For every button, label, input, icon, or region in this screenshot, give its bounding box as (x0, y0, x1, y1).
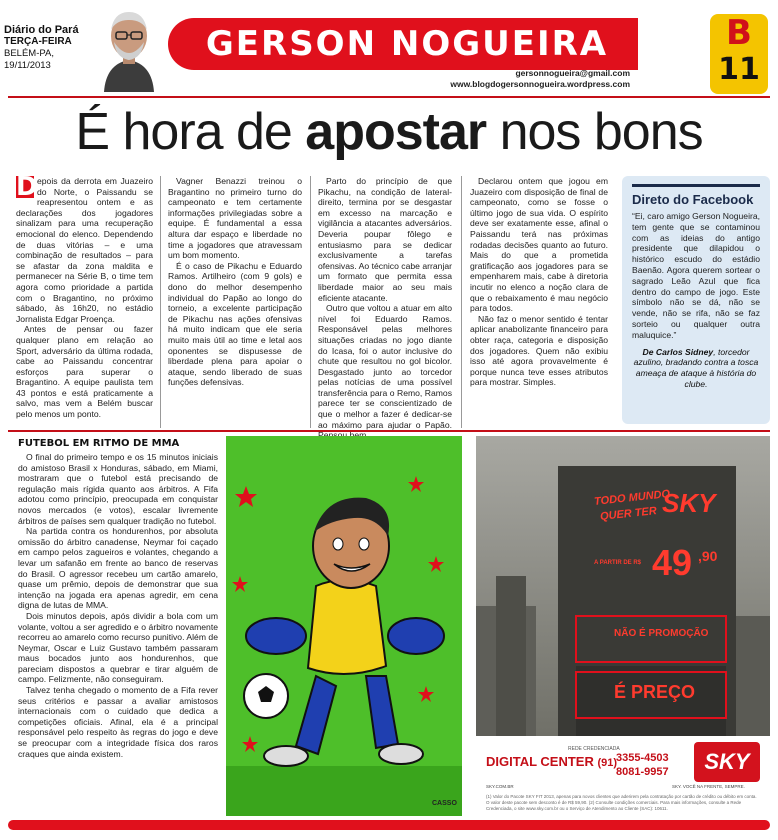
ad-footer (476, 736, 770, 820)
sky-logo: SKY (694, 742, 760, 782)
page-number: 11 (718, 52, 760, 87)
masthead (0, 0, 778, 100)
columnist-email[interactable]: gersonnogueira@gmail.com (515, 68, 630, 78)
main-headline (0, 100, 778, 164)
column-divider (461, 176, 462, 428)
sub-article-paragraph: O final do primeiro tempo e os 15 minutos iniciais do amistoso Brasil x Honduras, sábado, em Miami, mostraram que o futebol está precisando de regulação mais rígida quanto aos árbitros. A Fifa adotou como princípio, preocupada em conquistar novos mercados (e votos), escalar livremente árbitros de países sem qualquer tradição no futebol. (18, 452, 218, 526)
sub-article-paragraph: Talvez tenha chegado o momento de a Fifa rever seus critérios e passar a avaliar amistosos internacionais com o cuidado que dedica a competições oficiais. Afinal, ela é a principal responsável pelo respeito às regras do jogo e deve se preocupar com a integridade física dos raros craques que ainda existem. (18, 685, 218, 759)
article-paragraph: Declarou ontem que jogou em Juazeiro com disposição de final de campeonato, como se fosse o último jogo de sua vida. O espírito deve ser exatamente esse, afinal o Paissandu terá nas próximas rodadas decisões quanto ao futuro. Mais do que a prometida gratificação aos jogadores para se empenharem mais, cabe à diretoria incutir no elenco a noção clara de que o rebaixamento é mau negócio para todos. (470, 176, 608, 314)
article-paragraph: É o caso de Pikachu e Eduardo Ramos. Artilheiro (com 9 gols) e dono do melhor desempenho individual do Papão ao longo do torneio, a excelente participação de Pikachu nas ações ofensivas há muito indicam que ele seria muito mais útil ao time e letal aos oponentes se dispusesse de liberdade plena para apoiar o ataque, sendo liberado de suas funções defensivas. (168, 260, 302, 388)
columnist-name: GERSON NOGUEIRA (205, 24, 609, 64)
article-paragraph: Outro que voltou a atuar em alto nível foi Eduardo Ramos. Responsável pelas melhores situações criadas no jogo diante do Icasa, foi o autor inclusive do chute que resultou no gol bicolor. Desgastado junto ao torcedor pelas notícias de uma possível transferência para o Remo, Ramos parece ter se conscientizado de que o melhor a fazer é dedicar-se ao máximo para ajudar o Papão. (318, 303, 452, 430)
bottom-divider (8, 820, 770, 830)
sidebar-author: De Carlos Sidney (642, 346, 714, 357)
ad-store-text: DIGITAL CENTER (486, 754, 594, 769)
ad-sign-line1: TODO MUNDO (593, 488, 671, 508)
sky-advertisement[interactable] (476, 436, 770, 820)
ad-sign-brand: SKY (662, 488, 716, 518)
ad-price-decimal: ,90 (698, 548, 718, 564)
ad-fine-print: (1) Valor do Pacote SKY FIT 2013, apenas para novos clientes que aderirem pela contratação por cartão de crédito ou débito em conta. O valor deste pacote sem desconto é de R$ 59,90. (2) Consulte condições comerciais. Para mais informações, consulte a Rede Credenciada, o site www.sky.com.br ou o Serviço de Atendimento ao Cliente (SAC): 10611. (486, 794, 757, 811)
article-paragraph: Antes de pensar ou fazer qualquer plano em relação ao Sport, adversário da última rodada, cabe ao Paissandu concentrar esforços para superar o Bragantino. A equipe paulista tem 43 pontos e está praticamente a salvo, mas vem a Belém buscar pelo menos um ponto. (16, 324, 153, 420)
sidebar-signature (632, 347, 760, 390)
top-divider (8, 96, 770, 98)
ad-price-integer: 49 (652, 542, 693, 583)
soccer-ball-icon (244, 674, 288, 718)
sidebar-title: Direto do Facebook (632, 184, 760, 207)
section-letter: B (726, 13, 752, 53)
ad-sign-line2: QUER TER (599, 505, 658, 523)
article-column-1 (16, 172, 153, 428)
middle-divider (8, 430, 770, 432)
ad-phone-2[interactable]: 8081-9957 (616, 766, 669, 778)
sub-article-paragraph: Na partida contra os hondurenhos, por absoluta omissão do árbitro canadense, Neymar foi caçado em campo pelos zagueiros e volantes, chegando a levar um safanão em frente ao banco de reservas do Brasil. O agressor recebeu um cartão amarelo, quase um prêmio, depois de demonstrar que sua intenção na jogada era apenas agredir, em cena digna de lutas de MMA. (18, 526, 218, 611)
columnist-photo (94, 2, 164, 92)
article-paragraph (16, 172, 153, 324)
ad-store-name (486, 754, 617, 769)
headline-emphasis: apostar (305, 103, 487, 161)
ad-area-code: (91) (597, 757, 618, 769)
paper-name: Diário do Pará (4, 24, 79, 36)
facebook-sidebar (622, 176, 770, 424)
columnist-contacts (430, 68, 630, 90)
edition-weekday: TERÇA-FEIRA (4, 36, 72, 47)
article-paragraph: Vagner Benazzi treinou o Bragantino no primeiro turno do campeonato e tem certamente informações privilegiadas sobre a equipe. É fundamental a essa altura dar espaço e liberdade no time a jogadores que atravessam um bom momento. (168, 176, 302, 261)
ad-price-prefix: A PARTIR DE R$ (594, 560, 642, 566)
cartoon-credit: CASSO (432, 800, 457, 807)
article-column-3 (318, 176, 452, 428)
section-page-badge (710, 14, 768, 94)
edition-date: 19/11/2013 (4, 60, 51, 71)
article-text: epois da derrota em Juazeiro do Norte, o Paissandu se reapresentou ontem e as declarações dos jogadores sinalizam para uma recuperação emocional do elenco. Dependendo de duas vitórias – e uma combinação de resultados – para se afastar da zona maldita e permanecer na Série B, o time tem agora como prioridade a partida com o Bragantino, no próximo sábado, às 16h20, no estádio Jornalista Edgar Proença. (16, 176, 153, 324)
sub-article-body (18, 452, 218, 808)
ad-store-label: REDE CREDENCIADA (568, 746, 620, 752)
sidebar-quote: “Ei, caro amigo Gerson Nogueira, tem gente que se contaminou com as ideias do antigo presidente que dilapidou o histórico escudo do estádio Baenão. Agora querem sortear o sagrado Leão Azul que fica dentro do campo de jogo. Este símbolo não se dá, não se vende, não se rifa, não se faz sorteio ou qualquer outra maluquice.” (632, 211, 761, 340)
ad-phone-1[interactable]: 3355-4503 (616, 752, 669, 764)
paper-info (4, 24, 88, 72)
cartoon-drawing (226, 436, 462, 816)
headline-part-2: nos bons (486, 103, 703, 161)
sub-article-paragraph: Dois minutos depois, após dividir a bola com um volante, voltou a ser agredido e o árbitro novamente recorreu ao amarelo como recurso punitivo. Além de Neymar, Oscar e Luiz Gustavo também passaram maus bocados junto aos hondurenhos, que pareciam dispostos a quebrar e tirar alguém de campo. Felizmente, não conseguiram. (18, 610, 218, 685)
ad-website: SKY.COM.BR (486, 784, 514, 789)
edition-city: BELÉM-PA, (4, 48, 54, 59)
sub-article-title: FUTEBOL EM RITMO DE MMA (18, 438, 180, 449)
column-divider (160, 176, 161, 428)
article-column-4 (470, 176, 608, 428)
column-divider (310, 176, 311, 428)
drop-cap: D (16, 172, 38, 202)
article-paragraph: Parto do princípio de que Pikachu, na condição de lateral-direito, termina por se desgastar em excesso na marcação e vigilância a atacantes adversários. Deveria poupar fôlego e entusiasmo para se dedicar exclusivamente a tarefas ofensivas. Ao técnico cabe arranjar um formato que permita essa liberdade maior ao seu mais eficiente atacante. (318, 176, 452, 303)
ad-tagline: SKY. VOCÊ NA FRENTE, SEMPRE. (672, 784, 745, 789)
columnist-blog[interactable]: www.blogdogersonnogueira.wordpress.com (450, 79, 630, 89)
article-column-2 (168, 176, 302, 428)
headline-part-1: É hora de (75, 103, 306, 161)
article-paragraph: Não faz o menor sentido é tentar aplicar anabolizante financeiro para obter raça, categoria e disposição dos jogadores. Quem não exibiu isso até agora provavelmente é porque nunca teve esses atributos para mostrar. Simples. (470, 313, 608, 388)
ad-slogan-1: NÃO É PROMOÇÃO (614, 628, 709, 639)
cartoon-illustration (226, 436, 462, 816)
ad-slogan-2: É PREÇO (614, 682, 696, 702)
sidebar-author-note: , torcedor azulino, bradando contra a tosca ameaça de ataque à história do clube. (633, 346, 759, 389)
